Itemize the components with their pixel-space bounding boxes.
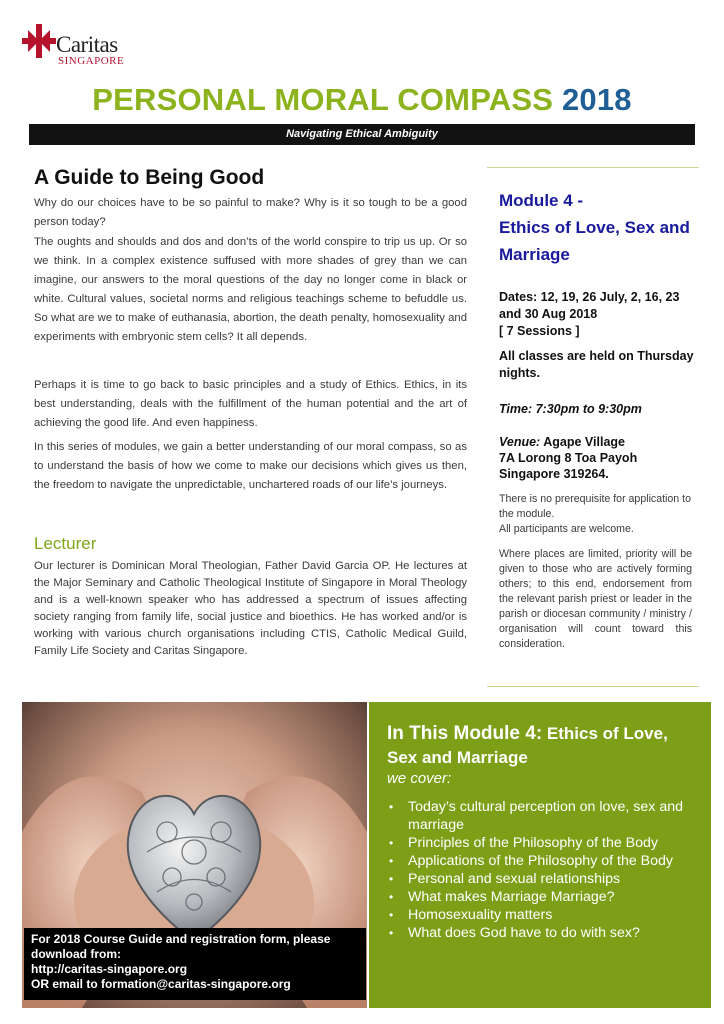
lecturer-heading: Lecturer: [34, 534, 97, 553]
caritas-logo: [22, 20, 142, 72]
guide-paragraph-4: In this series of modules, we gain a better understanding of our moral compass, so as to understand the basis of how we come to make our decisions which gives us then, the freedom to navigate the unpredictable, unchartered roads of our life’s journeys.: [34, 441, 467, 491]
guide-paragraph-1: Why do our choices have to be so painful to make? Why is it so tough to be a good person today?: [34, 197, 467, 228]
page-title: [0, 82, 724, 118]
logo-name: Caritas: [56, 32, 118, 57]
priority-note: Where places are limited, priority will be given to those who are actively forming others; to this end, endorsement from the relevant parish priest or leader in the parish or diocesan community / ministry / organisation will count toward this consideration.: [499, 548, 692, 650]
prerequisite-note: There is no prerequisite for application to the module.: [499, 493, 691, 520]
topic-item: • Homosexuality matters: [387, 906, 697, 924]
venue-name: Agape Village: [543, 435, 625, 449]
welcome-note: All participants are welcome.: [499, 523, 634, 535]
venue-label: Venue:: [499, 435, 541, 449]
lecturer-paragraph: Our lecturer is Dominican Moral Theologian, Father David Garcia OP. He lectures at the Major Seminary and Catholic Theological Institute of Singapore in Moral Theology and is a well-known speaker who has addressed a spectrum of issues affecting society ranging from family life, social justice and bioethics. He has worked and/or is working with various church organisations including CTIS, Catholic Medical Guild, Family Life Society and Caritas Singapore.: [34, 560, 467, 657]
panel-title: [387, 722, 697, 770]
topic-item: • Applications of the Philosophy of the Body: [387, 852, 697, 870]
topic-item: • What makes Marriage Marriage?: [387, 888, 697, 906]
class-time: Time: 7:30pm to 9:30pm: [499, 402, 642, 416]
panel-title-prefix: In This Module 4:: [387, 723, 543, 744]
topic-list: [387, 798, 697, 942]
title-year: 2018: [561, 82, 632, 117]
module-sidebar: [487, 167, 699, 687]
sessions-text: [ 7 Sessions ]: [499, 324, 580, 338]
module-title-line2: Ethics of Love, Sex and Marriage: [499, 218, 690, 264]
download-instruction: For 2018 Course Guide and registration form, please download from:: [31, 932, 331, 961]
dates-text: Dates: 12, 19, 26 July, 2, 16, 23 and 30 Aug 2018: [499, 290, 680, 321]
subtitle-bar: Navigating Ethical Ambiguity: [29, 124, 695, 145]
guide-paragraph-2: The oughts and shoulds and dos and don’ts of the world conspire to trip us up. Or so we think. In a complex existence suffused with more shades of grey than we can imagine, our answers to the moral questions of the day no longer come in black or white. Cultural values, societal norms and religious teachings scheme to befuddle us. So what are we to make of euthanasia, abortion, the death penalty, homosexuality and experiments with embryonic stem cells? It all depends.: [34, 236, 467, 343]
guide-heading: A Guide to Being Good: [34, 166, 265, 189]
download-info-box: [24, 928, 366, 1000]
email-link[interactable]: OR email to formation@caritas-singapore.org: [31, 977, 291, 991]
venue-address-line2: Singapore 319264.: [499, 467, 609, 481]
logo-subtitle: SINGAPORE: [58, 55, 125, 67]
topic-item: • Today’s cultural perception on love, sex and marriage: [387, 798, 697, 834]
module-title-line1: Module 4 -: [499, 191, 584, 210]
module-dates: [499, 289, 699, 340]
venue: [499, 434, 699, 482]
module-title: [499, 187, 699, 268]
class-schedule: All classes are held on Thursday nights.: [499, 349, 694, 380]
title-text: PERSONAL MORAL COMPASS: [92, 82, 554, 117]
topic-item: • What does God have to do with sex?: [387, 924, 697, 942]
panel-cover-label: we cover:: [387, 770, 452, 787]
module-content-panel: [369, 702, 711, 1008]
download-url-link[interactable]: http://caritas-singapore.org: [31, 962, 188, 976]
topic-item: • Personal and sexual relationships: [387, 870, 697, 888]
guide-paragraph-3: Perhaps it is time to go back to basic principles and a study of Ethics. Ethics, in its best understanding, deals with the fulfillment of the human potential and the art of achieving the good life. And even happiness.: [34, 379, 467, 429]
venue-address-line1: 7A Lorong 8 Toa Payoh: [499, 451, 638, 465]
caritas-cross-icon: [22, 24, 56, 58]
panel-title-rest: Ethics of Love, Sex and Marriage: [387, 724, 668, 767]
topic-item: • Principles of the Philosophy of the Body: [387, 834, 697, 852]
